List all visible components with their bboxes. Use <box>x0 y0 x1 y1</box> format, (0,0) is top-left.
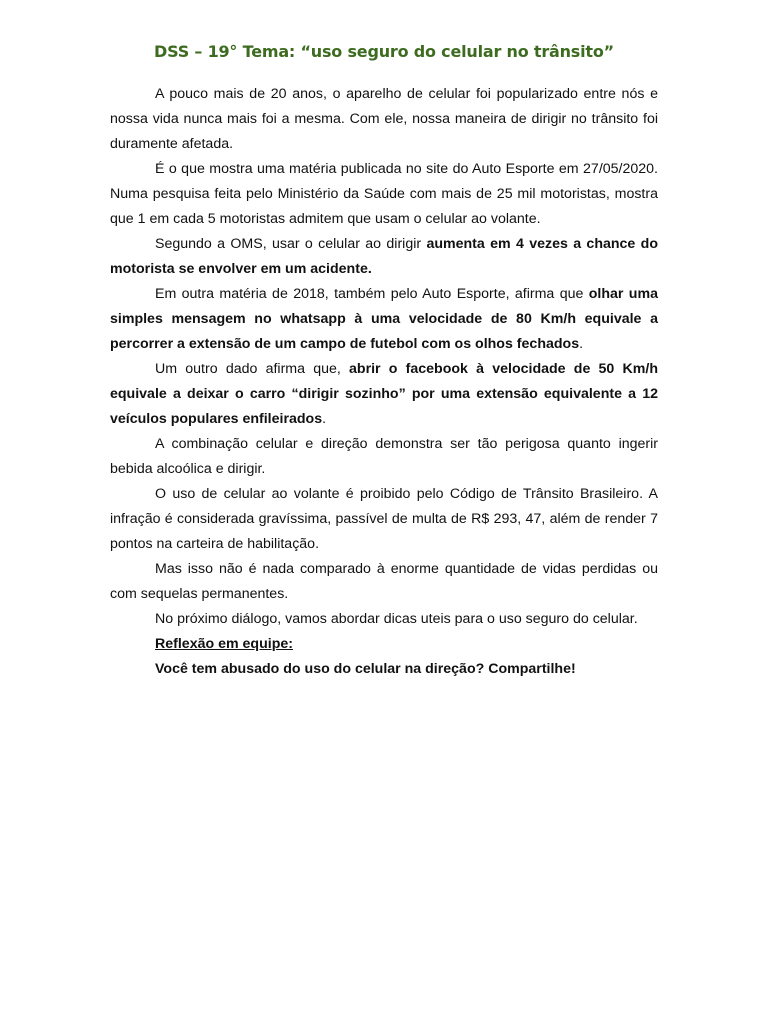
paragraph-facebook-text: Um outro dado afirma que, <box>155 361 350 377</box>
paragraph-oms-highlight: aumenta em 4 vezes a chance do motorista se envolver em um acidente. <box>110 236 658 277</box>
paragraph-whatsapp-text: Em outra matéria de 2018, também pelo Auto Esporte, afirma que <box>155 286 589 302</box>
reflection-heading: Reflexão em equipe: <box>155 636 293 652</box>
document-title: DSS – 19° Tema: “uso seguro do celular no trânsito” <box>154 42 614 61</box>
paragraph-facebook <box>110 357 658 432</box>
document-body <box>110 82 658 682</box>
reflection-question-line <box>110 657 658 682</box>
paragraph-oms <box>110 232 658 282</box>
reflection-question: Você tem abusado do uso do celular na direção? Compartilhe! <box>155 661 576 677</box>
paragraph-intro: A pouco mais de 20 anos, o aparelho de celular foi popularizado entre nós e nossa vida nunca mais foi a mesma. Com ele, nossa maneira de dirigir no trânsito foi duramente afetada. <box>110 86 658 152</box>
paragraph-facebook-end: . <box>322 411 327 427</box>
paragraph-next-dialogue: No próximo diálogo, vamos abordar dicas uteis para o uso seguro do celular. <box>155 611 638 627</box>
paragraph-whatsapp-end: . <box>579 336 584 352</box>
paragraph-ctb: O uso de celular ao volante é proibido pelo Código de Trânsito Brasileiro. A infração é considerada gravíssima, passível de multa de R$ 293, 47, além de render 7 pontos na carteira de habilitação. <box>110 486 658 552</box>
paragraph-whatsapp <box>110 282 658 357</box>
reflection-heading-line <box>110 632 658 657</box>
paragraph-facebook-highlight: abrir o facebook à velocidade de 50 Km/h equivale a deixar o carro “dirigir sozinho” por uma extensão equivalente a 12 veículos populares enfileirados <box>110 361 658 427</box>
paragraph-oms-text: Segundo a OMS, usar o celular ao dirigir <box>155 236 427 252</box>
paragraph-whatsapp-highlight: olhar uma simples mensagem no whatsapp à uma velocidade de 80 Km/h equivale a percorrer a extensão de um campo de futebol com os olhos fechados <box>110 286 658 352</box>
paragraph-auto-esporte-2020: É o que mostra uma matéria publicada no site do Auto Esporte em 27/05/2020. Numa pesquisa feita pelo Ministério da Saúde com mais de 25 mil motoristas, mostra que 1 em cada 5 motoristas admitem que usam o celular ao volante. <box>110 161 658 227</box>
paragraph-lives-lost: Mas isso não é nada comparado à enorme quantidade de vidas perdidas ou com sequelas permanentes. <box>110 561 658 602</box>
paragraph-alcohol-comparison: A combinação celular e direção demonstra ser tão perigosa quanto ingerir bebida alcoólica e dirigir. <box>110 436 658 477</box>
